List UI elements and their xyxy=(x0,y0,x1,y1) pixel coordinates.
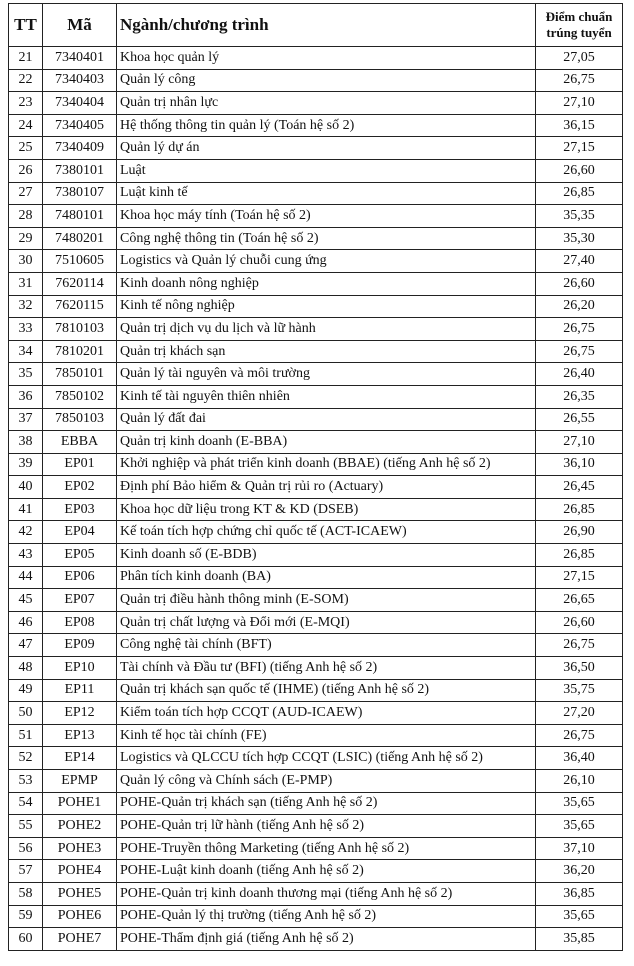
row-ma: EBBA xyxy=(43,431,117,454)
table-row xyxy=(9,159,623,182)
table-row xyxy=(9,792,623,815)
row-diem: 26,60 xyxy=(536,611,623,634)
table-row xyxy=(9,318,623,341)
row-diem: 26,85 xyxy=(536,182,623,205)
row-nganh: Công nghệ thông tin (Toán hệ số 2) xyxy=(117,227,536,250)
row-tt: 29 xyxy=(9,227,43,250)
row-nganh: Quản lý công và Chính sách (E-PMP) xyxy=(117,770,536,793)
header-tt: TT xyxy=(9,4,43,47)
row-diem: 27,10 xyxy=(536,92,623,115)
row-diem: 26,10 xyxy=(536,770,623,793)
row-nganh: Khởi nghiệp và phát triển kinh doanh (BBAE) (tiếng Anh hệ số 2) xyxy=(117,453,536,476)
row-tt: 56 xyxy=(9,837,43,860)
table-row xyxy=(9,815,623,838)
row-tt: 47 xyxy=(9,634,43,657)
table-row xyxy=(9,634,623,657)
row-nganh: Kinh tế tài nguyên thiên nhiên xyxy=(117,385,536,408)
row-diem: 26,75 xyxy=(536,318,623,341)
row-diem: 35,35 xyxy=(536,205,623,228)
row-nganh: Quản lý công xyxy=(117,69,536,92)
row-ma: 7510605 xyxy=(43,250,117,273)
row-tt: 23 xyxy=(9,92,43,115)
table-row xyxy=(9,928,623,951)
row-nganh: Logistics và Quản lý chuỗi cung ứng xyxy=(117,250,536,273)
row-ma: 7850101 xyxy=(43,363,117,386)
table-row xyxy=(9,544,623,567)
row-nganh: Tài chính và Đầu tư (BFI) (tiếng Anh hệ số 2) xyxy=(117,657,536,680)
row-nganh: POHE-Thẩm định giá (tiếng Anh hệ số 2) xyxy=(117,928,536,951)
row-diem: 35,65 xyxy=(536,905,623,928)
row-tt: 42 xyxy=(9,521,43,544)
row-nganh: Quản trị kinh doanh (E-BBA) xyxy=(117,431,536,454)
row-tt: 53 xyxy=(9,770,43,793)
row-ma: 7620115 xyxy=(43,295,117,318)
table-row xyxy=(9,205,623,228)
row-diem: 27,15 xyxy=(536,137,623,160)
row-tt: 40 xyxy=(9,476,43,499)
row-nganh: Kế toán tích hợp chứng chỉ quốc tế (ACT-ICAEW) xyxy=(117,521,536,544)
row-tt: 35 xyxy=(9,363,43,386)
row-ma: POHE7 xyxy=(43,928,117,951)
row-tt: 51 xyxy=(9,724,43,747)
row-tt: 49 xyxy=(9,679,43,702)
row-tt: 33 xyxy=(9,318,43,341)
row-nganh: Quản trị dịch vụ du lịch và lữ hành xyxy=(117,318,536,341)
row-tt: 48 xyxy=(9,657,43,680)
row-diem: 36,50 xyxy=(536,657,623,680)
row-diem: 27,15 xyxy=(536,566,623,589)
row-diem: 26,60 xyxy=(536,272,623,295)
row-diem: 26,75 xyxy=(536,69,623,92)
row-tt: 21 xyxy=(9,47,43,70)
row-ma: 7340403 xyxy=(43,69,117,92)
row-ma: 7810201 xyxy=(43,340,117,363)
row-tt: 43 xyxy=(9,544,43,567)
row-tt: 38 xyxy=(9,431,43,454)
row-ma: 7480101 xyxy=(43,205,117,228)
row-diem: 26,90 xyxy=(536,521,623,544)
table-row xyxy=(9,137,623,160)
header-diem-line2: trúng tuyển xyxy=(546,25,612,40)
table-row xyxy=(9,521,623,544)
row-nganh: Kiểm toán tích hợp CCQT (AUD-ICAEW) xyxy=(117,702,536,725)
table-row xyxy=(9,837,623,860)
row-ma: 7810103 xyxy=(43,318,117,341)
row-ma: EP08 xyxy=(43,611,117,634)
row-nganh: Khoa học dữ liệu trong KT & KD (DSEB) xyxy=(117,498,536,521)
row-diem: 26,85 xyxy=(536,544,623,567)
row-nganh: Định phí Bảo hiểm & Quản trị rủi ro (Actuary) xyxy=(117,476,536,499)
row-ma: EP10 xyxy=(43,657,117,680)
row-tt: 41 xyxy=(9,498,43,521)
row-nganh: POHE-Quản lý thị trường (tiếng Anh hệ số 2) xyxy=(117,905,536,928)
row-tt: 57 xyxy=(9,860,43,883)
row-diem: 26,75 xyxy=(536,340,623,363)
row-nganh: POHE-Truyền thông Marketing (tiếng Anh hệ số 2) xyxy=(117,837,536,860)
row-ma: EPMP xyxy=(43,770,117,793)
row-ma: 7340401 xyxy=(43,47,117,70)
row-tt: 60 xyxy=(9,928,43,951)
table-row xyxy=(9,47,623,70)
table-row xyxy=(9,611,623,634)
row-tt: 28 xyxy=(9,205,43,228)
row-diem: 35,85 xyxy=(536,928,623,951)
table-row xyxy=(9,566,623,589)
row-ma: POHE1 xyxy=(43,792,117,815)
table-row xyxy=(9,905,623,928)
row-nganh: Luật xyxy=(117,159,536,182)
row-tt: 46 xyxy=(9,611,43,634)
table-row xyxy=(9,385,623,408)
row-ma: POHE5 xyxy=(43,882,117,905)
row-ma: EP01 xyxy=(43,453,117,476)
row-diem: 26,85 xyxy=(536,498,623,521)
row-tt: 55 xyxy=(9,815,43,838)
row-ma: EP03 xyxy=(43,498,117,521)
row-diem: 35,65 xyxy=(536,815,623,838)
table-row xyxy=(9,295,623,318)
row-ma: POHE6 xyxy=(43,905,117,928)
row-tt: 54 xyxy=(9,792,43,815)
table-row xyxy=(9,679,623,702)
admission-scores-table xyxy=(8,3,623,951)
table-row xyxy=(9,724,623,747)
row-nganh: Kinh tế nông nghiệp xyxy=(117,295,536,318)
row-tt: 31 xyxy=(9,272,43,295)
row-ma: 7620114 xyxy=(43,272,117,295)
row-tt: 24 xyxy=(9,114,43,137)
table-row xyxy=(9,340,623,363)
table-row xyxy=(9,114,623,137)
row-diem: 36,10 xyxy=(536,453,623,476)
row-ma: 7340405 xyxy=(43,114,117,137)
header-diem xyxy=(536,4,623,47)
table-row xyxy=(9,702,623,725)
row-nganh: Kinh tế học tài chính (FE) xyxy=(117,724,536,747)
table-row xyxy=(9,92,623,115)
table-row xyxy=(9,476,623,499)
row-ma: 7340404 xyxy=(43,92,117,115)
row-diem: 26,75 xyxy=(536,724,623,747)
row-ma: 7340409 xyxy=(43,137,117,160)
row-nganh: Quản trị khách sạn xyxy=(117,340,536,363)
table-row xyxy=(9,182,623,205)
header-nganh: Ngành/chương trình xyxy=(117,4,536,47)
row-ma: EP11 xyxy=(43,679,117,702)
row-tt: 39 xyxy=(9,453,43,476)
row-ma: 7850103 xyxy=(43,408,117,431)
row-tt: 27 xyxy=(9,182,43,205)
row-ma: EP07 xyxy=(43,589,117,612)
row-ma: EP05 xyxy=(43,544,117,567)
table-row xyxy=(9,453,623,476)
row-diem: 36,15 xyxy=(536,114,623,137)
row-nganh: POHE-Quản trị khách sạn (tiếng Anh hệ số 2) xyxy=(117,792,536,815)
row-diem: 36,20 xyxy=(536,860,623,883)
row-diem: 26,75 xyxy=(536,634,623,657)
row-tt: 25 xyxy=(9,137,43,160)
row-diem: 26,35 xyxy=(536,385,623,408)
row-ma: EP04 xyxy=(43,521,117,544)
row-ma: EP09 xyxy=(43,634,117,657)
row-ma: POHE3 xyxy=(43,837,117,860)
row-ma: EP13 xyxy=(43,724,117,747)
row-diem: 26,55 xyxy=(536,408,623,431)
row-nganh: Kinh doanh nông nghiệp xyxy=(117,272,536,295)
row-tt: 36 xyxy=(9,385,43,408)
row-tt: 34 xyxy=(9,340,43,363)
row-tt: 44 xyxy=(9,566,43,589)
row-nganh: Công nghệ tài chính (BFT) xyxy=(117,634,536,657)
row-ma: 7380107 xyxy=(43,182,117,205)
row-tt: 26 xyxy=(9,159,43,182)
table-body xyxy=(9,47,623,951)
header-ma: Mã xyxy=(43,4,117,47)
row-ma: EP14 xyxy=(43,747,117,770)
row-tt: 45 xyxy=(9,589,43,612)
row-diem: 26,40 xyxy=(536,363,623,386)
row-nganh: Luật kinh tế xyxy=(117,182,536,205)
table-row xyxy=(9,657,623,680)
row-tt: 22 xyxy=(9,69,43,92)
table-row xyxy=(9,363,623,386)
row-ma: 7480201 xyxy=(43,227,117,250)
table-row xyxy=(9,227,623,250)
table-row xyxy=(9,69,623,92)
row-nganh: Kinh doanh số (E-BDB) xyxy=(117,544,536,567)
row-diem: 27,20 xyxy=(536,702,623,725)
row-nganh: Phân tích kinh doanh (BA) xyxy=(117,566,536,589)
row-nganh: Khoa học máy tính (Toán hệ số 2) xyxy=(117,205,536,228)
row-tt: 52 xyxy=(9,747,43,770)
row-nganh: Hệ thống thông tin quản lý (Toán hệ số 2) xyxy=(117,114,536,137)
row-tt: 58 xyxy=(9,882,43,905)
row-ma: 7850102 xyxy=(43,385,117,408)
row-diem: 26,20 xyxy=(536,295,623,318)
row-diem: 27,40 xyxy=(536,250,623,273)
row-nganh: Quản trị điều hành thông minh (E-SOM) xyxy=(117,589,536,612)
row-ma: 7380101 xyxy=(43,159,117,182)
row-diem: 35,75 xyxy=(536,679,623,702)
row-nganh: POHE-Quản trị kinh doanh thương mại (tiếng Anh hệ số 2) xyxy=(117,882,536,905)
row-nganh: Quản trị khách sạn quốc tế (IHME) (tiếng Anh hệ số 2) xyxy=(117,679,536,702)
row-diem: 37,10 xyxy=(536,837,623,860)
row-ma: POHE4 xyxy=(43,860,117,883)
row-ma: POHE2 xyxy=(43,815,117,838)
row-diem: 36,40 xyxy=(536,747,623,770)
row-tt: 59 xyxy=(9,905,43,928)
table-row xyxy=(9,250,623,273)
table-row xyxy=(9,747,623,770)
table-row xyxy=(9,770,623,793)
row-nganh: Quản lý tài nguyên và môi trường xyxy=(117,363,536,386)
row-diem: 26,65 xyxy=(536,589,623,612)
table-row xyxy=(9,431,623,454)
admission-scores-sheet xyxy=(8,3,622,951)
row-nganh: Quản trị chất lượng và Đổi mới (E-MQI) xyxy=(117,611,536,634)
table-row xyxy=(9,408,623,431)
row-ma: EP02 xyxy=(43,476,117,499)
row-nganh: POHE-Luật kinh doanh (tiếng Anh hệ số 2) xyxy=(117,860,536,883)
row-nganh: Quản lý dự án xyxy=(117,137,536,160)
row-nganh: Logistics và QLCCU tích hợp CCQT (LSIC) (tiếng Anh hệ số 2) xyxy=(117,747,536,770)
row-tt: 32 xyxy=(9,295,43,318)
row-diem: 27,05 xyxy=(536,47,623,70)
row-diem: 36,85 xyxy=(536,882,623,905)
row-diem: 35,65 xyxy=(536,792,623,815)
table-header-row xyxy=(9,4,623,47)
row-nganh: Khoa học quản lý xyxy=(117,47,536,70)
header-diem-line1: Điểm chuẩn xyxy=(545,9,613,24)
table-row xyxy=(9,272,623,295)
row-diem: 26,60 xyxy=(536,159,623,182)
row-nganh: POHE-Quản trị lữ hành (tiếng Anh hệ số 2) xyxy=(117,815,536,838)
row-ma: EP12 xyxy=(43,702,117,725)
row-tt: 50 xyxy=(9,702,43,725)
row-diem: 35,30 xyxy=(536,227,623,250)
table-row xyxy=(9,589,623,612)
row-diem: 27,10 xyxy=(536,431,623,454)
table-row xyxy=(9,882,623,905)
table-row xyxy=(9,860,623,883)
row-nganh: Quản lý đất đai xyxy=(117,408,536,431)
row-tt: 37 xyxy=(9,408,43,431)
row-ma: EP06 xyxy=(43,566,117,589)
row-nganh: Quản trị nhân lực xyxy=(117,92,536,115)
row-diem: 26,45 xyxy=(536,476,623,499)
table-row xyxy=(9,498,623,521)
row-tt: 30 xyxy=(9,250,43,273)
